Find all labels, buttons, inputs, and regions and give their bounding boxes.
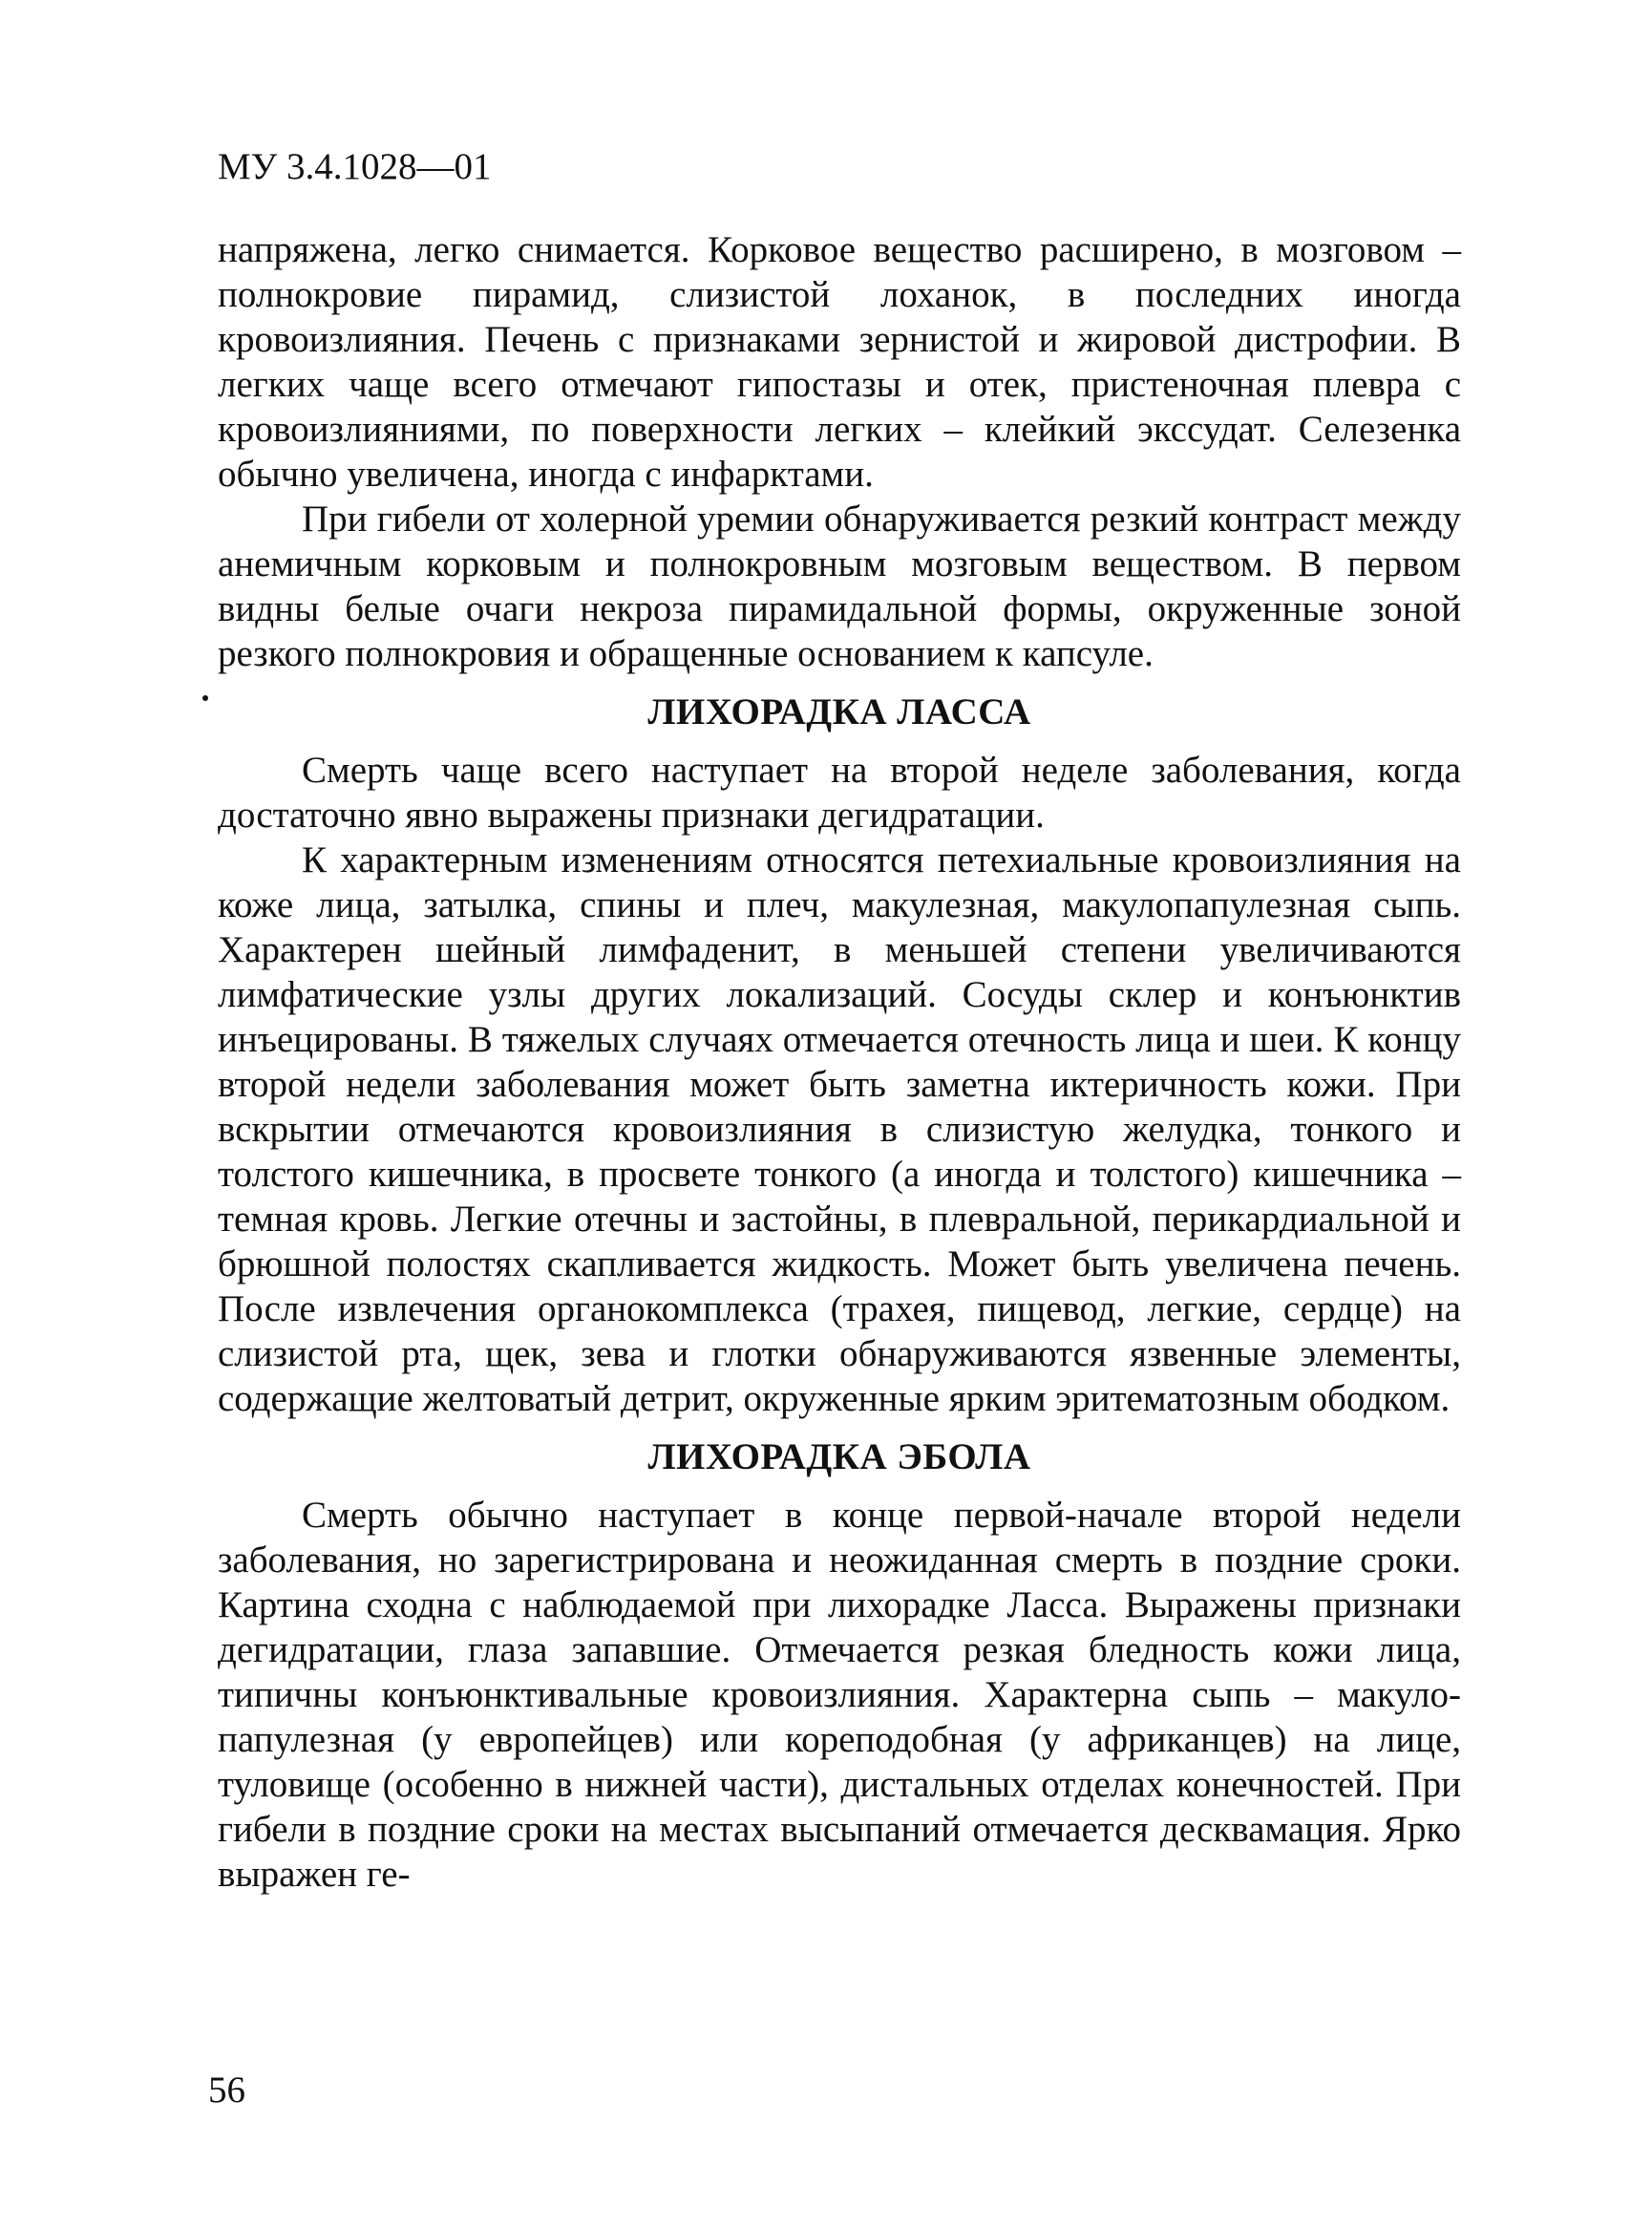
margin-mark: [202, 695, 208, 701]
paragraph-uremia: При гибели от холерной уремии обнаруживается резкий контраст между анемичным корковым и полнокровным мозговым веществом. В первом видны белые очаги некроза пирамидальной формы, окруженные зоной резкого полнокровия и обращенные основанием к капсуле.: [218, 499, 1461, 674]
section-heading-lassa: ЛИХОРАДКА ЛАССА: [647, 691, 1031, 732]
paragraph-ebola-death: Смерть обычно наступает в конце первой-начале второй недели заболевания, но зарегистрирована и неожиданная смерть в поздние сроки. Картина сходна с наблюдаемой при лихорадке Ласса. Выражены признаки дегидратации, глаза запавшие. Отмечается резкая бледность кожи лица, типичны конъюнктивальные кровоизлияния. Характерна сыпь – макуло-папулезная (у европейцев) или корeподобная (у африканцев) на лице, туловище (особенно в нижней части), дистальных отделах конечностей. При гибели в поздние сроки на местах высыпаний отмечается десквамация. Ярко выражен ге-: [218, 1495, 1461, 1895]
paragraph-lassa-changes: К характерным изменениям относятся петехиальные кровоизлияния на коже лица, затылка, спины и плеч, макулезная, макулопапулезная сыпь. Характерен шейный лимфаденит, в меньшей степени увеличиваются лимфатические узлы других локализаций. Сосуды склер и конъюнктив инъецированы. В тяжелых случаях отмечается отечность лица и шеи. К концу второй недели заболевания может быть заметна иктеричность кожи. При вскрытии отмечаются кровоизлияния в слизистую желудка, тонкого и толстого кишечника, в просвете тонкого (а иногда и толстого) кишечника – темная кровь. Легкие отечны и застойны, в плевральной, перикардиальной и брюшной полостях скапливается жидкость. Может быть увеличена печень. После извлечения органокомплекса (трахея, пищевод, легкие, сердце) на слизистой рта, щек, зева и глотки обнаруживаются язвенные элементы, содержащие желтоватый детрит, окруженные ярким эритематозным ободком.: [218, 839, 1461, 1419]
paragraph-lassa-death: Смерть чаще всего наступает на второй неделе заболевания, когда достаточно явно выражены признаки дегидратации.: [218, 750, 1461, 836]
page-number: 56: [208, 2070, 245, 2111]
running-header: МУ 3.4.1028—01: [218, 146, 492, 187]
section-heading-ebola: ЛИХОРАДКА ЭБОЛА: [647, 1436, 1031, 1477]
paragraph-continued: напряжена, легко снимается. Корковое вещество расширено, в мозговом – полнокровие пирамид, слизистой лоханок, в последних иногда кровоизлияния. Печень с признаками зернистой и жировой дистрофии. В легких чаще всего отмечают гипостазы и отек, пристеночная плевра с кровоизлияниями, по поверхности легких – клейкий экссудат. Селезенка обычно увеличена, иногда с инфарктами.: [218, 229, 1461, 495]
page-body: [218, 227, 1461, 1897]
